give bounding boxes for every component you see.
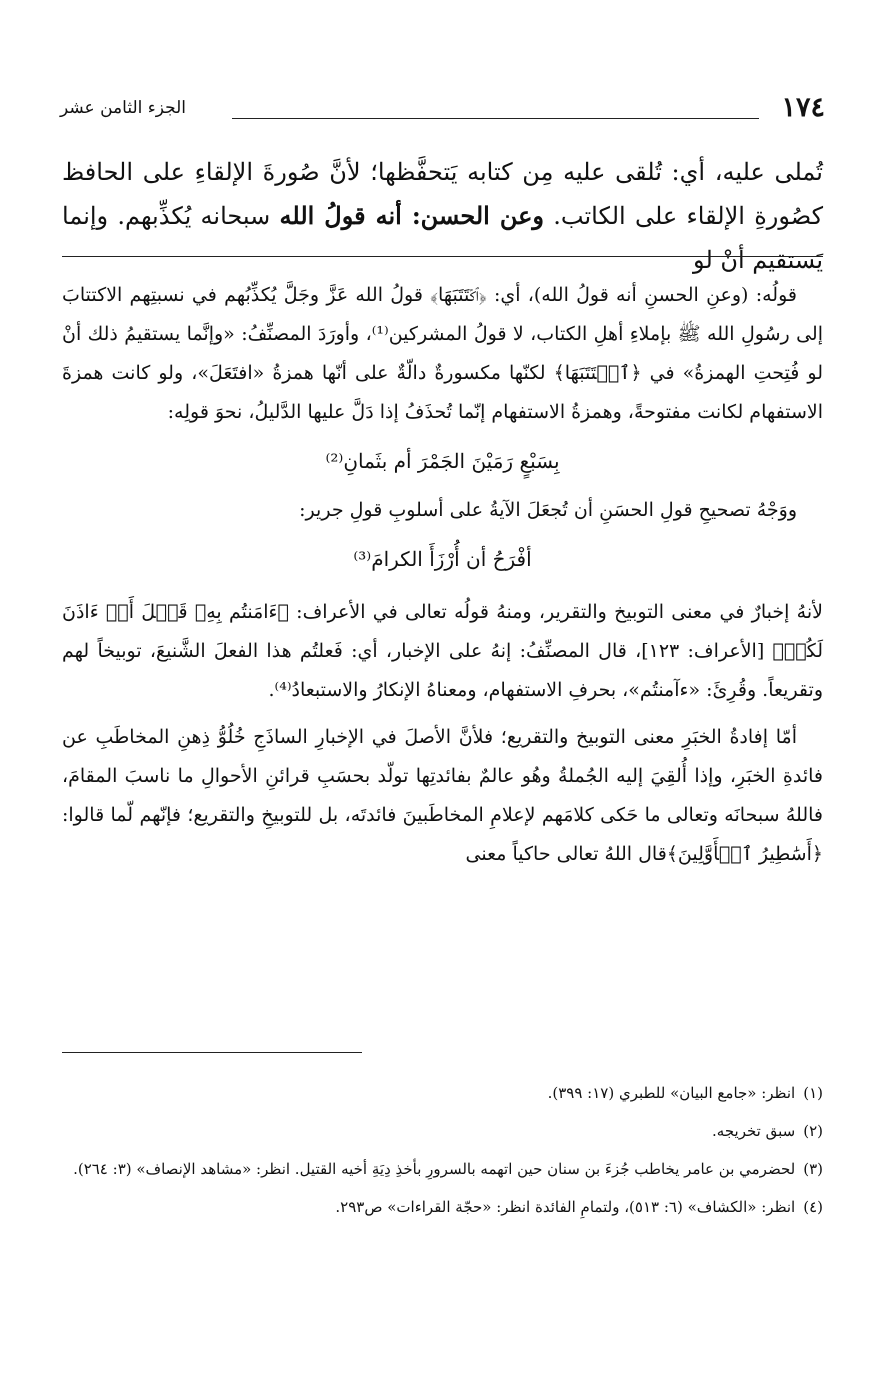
footnote [62,1116,823,1146]
footnote-number: (٣) [803,1160,823,1178]
footnote-text: انظر: «الكشاف» (٦: ٥١٣)، ولتمامِ الفائدة انظر: «حجّة القراءات» ص٢٩٣. [335,1198,796,1216]
main-text-part1: تُملى عليه، أي: تُلقى عليه مِن كتابه يَتحفَّظها؛ لأنَّ صُورةَ الإلقاءِ على الحافظ كصُورةِ الإلقاء على الكاتب. [62,158,823,230]
verse-1: بِسَبْعٍ رَمَيْنَ الجَمْرَ أم بثَمانِ⁽²⁾ [325,449,560,473]
main-text-part3: سبحانه يُكذِّبهم. وإنما يَستقيم أنْ لو [62,202,823,274]
footnote [62,1192,823,1222]
commentary-paragraph-2: ووَجْهُ تصحيحِ قولِ الحسَنِ أن تُجعَلَ الآيةُ على أسلوبِ قولِ جرير: [299,499,797,521]
commentary-paragraph-1: قولُه: (وعنِ الحسنِ أنه قولُ الله)، أي: ﴿ٱكۡتَتَبَهَا﴾ قولُ الله عَزَّ وجَلَّ يُكذِّبُهم في نسبتِهم الاكتتابَ إلى رسُولِ الله ﷺ بإملاءِ أهلِ الكتاب، لا قولُ المشركين⁽¹⁾، وأورَدَ المصنِّفُ: «وإنَّما يستقيمُ ذلك أنْ لو فُتِحتِ الهمزةُ» في ﴿ٱكۡتَتَبَهَا﴾ لكنّها مكسورةٌ دالّةٌ على أنّها همزةُ «افتَعَلَ»، ولو كانت همزةَ الاستفهام لكانت مفتوحةً، وهمزةُ الاستفهام إنّما تُحذَفُ إذا دَلَّ عليها الدَّليلُ، نحوَ قولِه: [62,284,823,423]
part-title: الجزء الثامن عشر [60,98,187,118]
footnote-text: سبق تخريجه. [712,1122,796,1140]
commentary-paragraph-4: أمّا إفادةُ الخبَرِ معنى التوبيخ والتقريع؛ فلأنَّ الأصلَ في الإخبارِ الساذَجِ خُلُوُّ ذِهنِ المخاطَبِ عن فائدةِ الخبَرِ، وإذا أُلقِيَ إليه الجُملةُ وهُو عالمٌ بفائدتِها تولّد بحسَبِ قرائنِ الأحوالِ ما ناسبَ المقامَ، فاللهُ سبحانَه وتعالى ما حَكى كلامَهم لإعلامِ المخاطَبينَ فائدتَه، بل للتوبيخِ والتقريع؛ فإنّهم لّما قالوا: ﴿أَسَٰطِيرُ ٱلۡأَوَّلِينَ﴾قال اللهُ تعالى حاكياً معنى [62,726,823,865]
section-separator [62,256,823,257]
page-number: ١٧٤ [781,92,825,123]
footnote-text: لحضرمي بن عامر يخاطب جُزءَ بن سنان حين اتهمه بالسرورِ بأخذِ دِيَةِ أخيه القتيل. انظر: «مشاهد الإنصاف» (٣: ٢٦٤). [73,1160,796,1178]
main-text-bold: وعن الحسن: أنه قولُ الله [279,201,545,230]
commentary-paragraph-3: لأنهُ إخبارٌ في معنى التوبيخ والتقرير، ومنهُ قولُه تعالى في الأعراف: ﴿ءَامَنتُم بِهِۦ قَبۡلَ أَنۡ ءَاذَنَ لَكُمۡ﴾ [الأعراف: ١٢٣]، قال المصنِّفُ: إنهُ على الإخبار، أي: فَعلتُم هذا الفعلَ الشَّنيعَ، توبيخاً لهم وتقريعاً. وقُرِئَ: «ءآمنتُم»، بحرفِ الاستفهام، ومعناهُ الإنكارُ والاستبعادُ⁽⁴⁾. [62,601,823,701]
header-rule [232,118,759,119]
main-text-paragraph [62,150,823,282]
footnote [62,1154,823,1184]
footnote-separator [62,1052,362,1053]
main-text [62,150,823,282]
commentary [62,276,823,874]
footnote-number: (١) [803,1084,823,1102]
verse-2: أفْرَحُ أن أُرْزَأَ الكرامَ⁽³⁾ [353,547,532,571]
footnotes [62,1078,823,1230]
footnote-number: (٢) [803,1122,823,1140]
footnote-number: (٤) [803,1198,823,1216]
footnote [62,1078,823,1108]
footnote-text: انظر: «جامع البيان» للطبري (١٧: ٣٩٩). [547,1084,796,1102]
page-header [60,92,825,132]
